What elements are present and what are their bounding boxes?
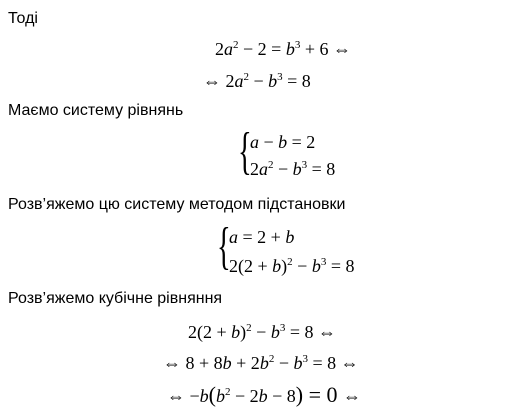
equation-1: $2a^2 - 2 = b^3 + 6$ ⇔ [215, 39, 351, 59]
paragraph-substitution-method: Розв’яжемо цю систему методом підстановки [8, 196, 346, 213]
system-2-row-1: a = 2 + b [229, 227, 295, 247]
cubic-line-2: ⇔ $8 + 8b + 2b^2 - b^3 = 8$ ⇔ [163, 353, 359, 373]
equation-2: ⇔ $2a^2 - b^3 = 8$ [203, 71, 311, 91]
paragraph-cubic-equation: Розв’яжемо кубічне рівняння [8, 290, 223, 307]
system-1-row-2: $2a^2 - b^3 = 8$ [250, 159, 336, 179]
cubic-line-3: ⇔ $-b(b^2 - 2b - 8) = 0$ ⇔ [167, 382, 362, 407]
system-2-row-2: $2(2 + b)^2 - b^3 = 8$ [229, 256, 355, 276]
system-1-row-1: a − b = 2 [250, 132, 316, 152]
cubic-line-1: $2(2 + b)^2 - b^3 = 8$ ⇔ [188, 322, 336, 342]
system-2-brace: { [217, 218, 231, 275]
system-1-brace: { [238, 123, 252, 180]
paragraph-system-of-equations: Маємо систему рівнянь [8, 102, 184, 119]
paragraph-then: Тоді [8, 10, 38, 27]
